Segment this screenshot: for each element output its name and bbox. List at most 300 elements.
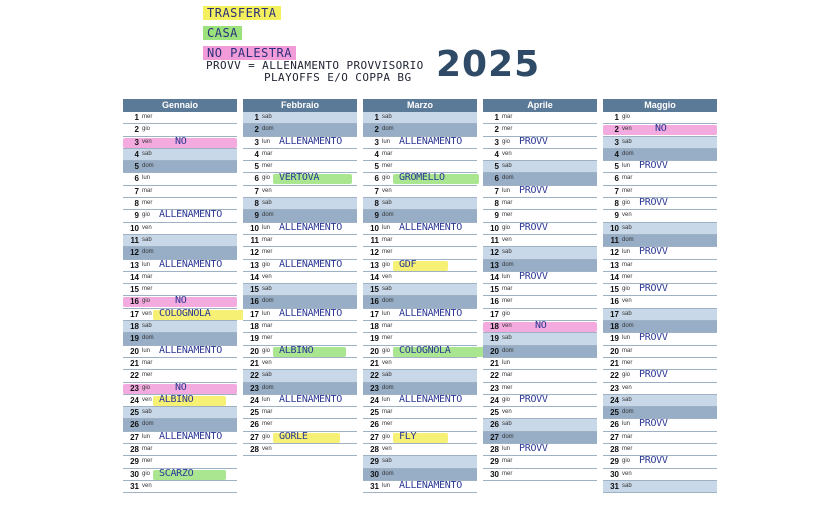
day-number: 5 bbox=[134, 162, 139, 172]
day-number: 11 bbox=[610, 235, 619, 245]
day-number: 17 bbox=[250, 309, 259, 319]
weekday-label: lun bbox=[142, 175, 151, 182]
day-row bbox=[243, 272, 357, 284]
weekday-label: gio bbox=[502, 396, 511, 403]
day-note: PROVV bbox=[519, 443, 548, 455]
day-note: PROVV bbox=[639, 197, 668, 209]
day-number: 6 bbox=[374, 174, 379, 184]
day-number: 18 bbox=[250, 322, 259, 332]
day-row bbox=[603, 481, 717, 493]
weekday-label: sab bbox=[622, 138, 632, 145]
weekday-label: mer bbox=[382, 249, 393, 256]
day-number: 14 bbox=[610, 272, 619, 282]
weekday-label: mar bbox=[262, 409, 273, 416]
day-number: 12 bbox=[130, 248, 139, 258]
day-note: ALLENAMENTO bbox=[159, 430, 222, 442]
day-number: 6 bbox=[134, 174, 139, 184]
day-number: 8 bbox=[614, 199, 619, 209]
day-number: 27 bbox=[490, 432, 499, 442]
weekday-label: lun bbox=[622, 335, 631, 342]
day-number: 21 bbox=[250, 358, 259, 368]
day-row bbox=[243, 137, 357, 149]
weekday-label: mer bbox=[502, 470, 513, 477]
weekday-label: mar bbox=[142, 446, 153, 453]
day-row bbox=[123, 223, 237, 235]
day-number: 21 bbox=[370, 358, 379, 368]
day-note: ALLENAMENTO bbox=[159, 209, 222, 221]
day-number: 29 bbox=[490, 457, 499, 467]
day-number: 26 bbox=[610, 420, 619, 430]
weekday-label: lun bbox=[382, 310, 391, 317]
weekday-label: lun bbox=[502, 446, 511, 453]
day-row bbox=[243, 173, 357, 185]
day-number: 18 bbox=[370, 322, 379, 332]
weekday-label: gio bbox=[382, 433, 391, 440]
weekday-label: dom bbox=[622, 150, 634, 157]
day-number: 12 bbox=[490, 248, 499, 258]
month-marzo bbox=[363, 99, 477, 493]
weekday-label: dom bbox=[502, 347, 514, 354]
day-number: 5 bbox=[494, 162, 499, 172]
day-number: 4 bbox=[254, 149, 259, 159]
day-note: COLOGNOLA bbox=[399, 344, 451, 356]
day-note: GDF bbox=[399, 258, 417, 270]
weekday-label: mer bbox=[142, 200, 153, 207]
day-number: 21 bbox=[490, 358, 499, 368]
month-maggio bbox=[603, 99, 717, 493]
day-note: ALLENAMENTO bbox=[159, 258, 222, 270]
day-number: 27 bbox=[250, 432, 259, 442]
day-number: 1 bbox=[494, 113, 499, 122]
day-number: 19 bbox=[370, 334, 379, 344]
weekday-label: lun bbox=[502, 187, 511, 194]
weekday-label: dom bbox=[142, 163, 154, 170]
day-row bbox=[483, 358, 597, 370]
day-row bbox=[123, 161, 237, 173]
day-row bbox=[243, 370, 357, 382]
weekday-label: ven bbox=[382, 359, 392, 366]
weekday-label: lun bbox=[262, 224, 271, 231]
day-note: ALLENAMENTO bbox=[399, 393, 462, 405]
day-row bbox=[603, 309, 717, 321]
month-header: Maggio bbox=[603, 99, 717, 112]
day-number: 22 bbox=[250, 371, 259, 381]
day-number: 14 bbox=[490, 272, 499, 282]
weekday-label: dom bbox=[262, 212, 274, 219]
day-row bbox=[123, 481, 237, 493]
day-number: 23 bbox=[130, 383, 139, 393]
day-number: 26 bbox=[490, 420, 499, 430]
day-note: PROVV bbox=[639, 160, 668, 172]
day-number: 7 bbox=[614, 186, 619, 196]
weekday-label: lun bbox=[382, 396, 391, 403]
day-row bbox=[483, 149, 597, 161]
day-row bbox=[603, 383, 717, 395]
weekday-label: gio bbox=[262, 433, 271, 440]
day-note: ALBINO bbox=[159, 393, 194, 405]
weekday-label: gio bbox=[622, 114, 631, 120]
weekday-label: sab bbox=[142, 150, 152, 157]
weekday-label: mer bbox=[262, 163, 273, 170]
day-note: NO bbox=[175, 135, 187, 147]
weekday-label: mar bbox=[622, 261, 633, 268]
legend-no-palestra: NO PALESTRA bbox=[203, 46, 296, 60]
day-number: 3 bbox=[254, 137, 259, 147]
weekday-label: dom bbox=[142, 421, 154, 428]
day-number: 16 bbox=[130, 297, 139, 307]
day-row bbox=[363, 112, 477, 124]
day-number: 6 bbox=[614, 174, 619, 184]
day-row bbox=[363, 173, 477, 185]
day-number: 6 bbox=[254, 174, 259, 184]
day-row bbox=[603, 419, 717, 431]
weekday-label: ven bbox=[382, 273, 392, 280]
weekday-label: mer bbox=[502, 298, 513, 305]
day-row bbox=[603, 346, 717, 358]
weekday-label: mer bbox=[142, 286, 153, 293]
day-row bbox=[603, 161, 717, 173]
day-row bbox=[483, 137, 597, 149]
weekday-label: mar bbox=[502, 200, 513, 207]
day-number: 22 bbox=[130, 371, 139, 381]
weekday-label: mar bbox=[142, 187, 153, 194]
day-number: 7 bbox=[374, 186, 379, 196]
day-number: 4 bbox=[494, 149, 499, 159]
weekday-label: sab bbox=[622, 482, 632, 489]
weekday-label: lun bbox=[142, 433, 151, 440]
day-number: 22 bbox=[370, 371, 379, 381]
note-line-2: PLAYOFFS E/O COPPA BG bbox=[264, 71, 412, 84]
weekday-label: sab bbox=[502, 335, 512, 342]
day-row bbox=[123, 186, 237, 198]
day-row bbox=[483, 407, 597, 419]
day-note: PROVV bbox=[639, 283, 668, 295]
day-row bbox=[363, 346, 477, 358]
day-row bbox=[603, 198, 717, 210]
day-note: ALLENAMENTO bbox=[279, 221, 342, 233]
weekday-label: mar bbox=[382, 150, 393, 157]
day-number: 29 bbox=[610, 457, 619, 467]
weekday-label: sab bbox=[382, 200, 392, 207]
day-row bbox=[483, 112, 597, 124]
day-note: ALLENAMENTO bbox=[159, 344, 222, 356]
day-number: 24 bbox=[250, 395, 259, 405]
day-number: 25 bbox=[370, 408, 379, 418]
day-number: 17 bbox=[610, 309, 619, 319]
day-number: 31 bbox=[610, 481, 619, 491]
weekday-label: sab bbox=[262, 200, 272, 207]
day-number: 17 bbox=[490, 309, 499, 319]
weekday-label: gio bbox=[382, 347, 391, 354]
day-row bbox=[363, 247, 477, 259]
day-number: 20 bbox=[250, 346, 259, 356]
legend-trasferta: TRASFERTA bbox=[203, 6, 281, 20]
weekday-label: mer bbox=[502, 212, 513, 219]
day-note: PROVV bbox=[639, 369, 668, 381]
day-number: 13 bbox=[250, 260, 259, 270]
weekday-label: dom bbox=[622, 236, 634, 243]
weekday-label: ven bbox=[622, 212, 632, 219]
day-number: 7 bbox=[134, 186, 139, 196]
day-number: 14 bbox=[130, 272, 139, 282]
day-number: 4 bbox=[614, 149, 619, 159]
day-number: 9 bbox=[614, 211, 619, 221]
day-row bbox=[243, 309, 357, 321]
day-row bbox=[123, 469, 237, 481]
weekday-label: sab bbox=[262, 372, 272, 379]
day-number: 28 bbox=[250, 445, 259, 455]
day-row bbox=[603, 260, 717, 272]
weekday-label: dom bbox=[502, 433, 514, 440]
day-note: ALLENAMENTO bbox=[399, 307, 462, 319]
weekday-label: mar bbox=[622, 433, 633, 440]
weekday-label: gio bbox=[142, 384, 151, 391]
day-number: 11 bbox=[250, 235, 259, 245]
day-number: 20 bbox=[130, 346, 139, 356]
day-number: 30 bbox=[370, 469, 379, 479]
weekday-label: lun bbox=[622, 421, 631, 428]
weekday-label: ven bbox=[502, 150, 512, 157]
day-number: 22 bbox=[490, 371, 499, 381]
weekday-label: sab bbox=[382, 114, 392, 120]
weekday-label: dom bbox=[262, 298, 274, 305]
day-row bbox=[123, 358, 237, 370]
day-number: 3 bbox=[134, 137, 139, 147]
day-number: 9 bbox=[374, 211, 379, 221]
day-number: 31 bbox=[370, 481, 379, 491]
day-number: 1 bbox=[134, 113, 139, 122]
weekday-label: lun bbox=[262, 396, 271, 403]
weekday-label: mar bbox=[142, 273, 153, 280]
day-number: 25 bbox=[610, 408, 619, 418]
weekday-label: sab bbox=[262, 114, 272, 120]
day-row bbox=[123, 444, 237, 456]
day-row bbox=[483, 272, 597, 284]
weekday-label: ven bbox=[622, 384, 632, 391]
day-row bbox=[363, 481, 477, 493]
day-row bbox=[363, 370, 477, 382]
weekday-label: ven bbox=[142, 224, 152, 231]
day-number: 24 bbox=[610, 395, 619, 405]
day-row bbox=[603, 395, 717, 407]
month-header: Gennaio bbox=[123, 99, 237, 112]
day-row bbox=[483, 186, 597, 198]
day-number: 26 bbox=[370, 420, 379, 430]
day-number: 21 bbox=[130, 358, 139, 368]
day-number: 20 bbox=[610, 346, 619, 356]
weekday-label: dom bbox=[382, 298, 394, 305]
day-note: ALLENAMENTO bbox=[399, 135, 462, 147]
day-number: 11 bbox=[490, 235, 499, 245]
day-number: 27 bbox=[370, 432, 379, 442]
day-row bbox=[243, 444, 357, 456]
weekday-label: dom bbox=[142, 335, 154, 342]
day-number: 22 bbox=[610, 371, 619, 381]
day-note: ALLENAMENTO bbox=[279, 135, 342, 147]
day-row bbox=[483, 444, 597, 456]
month-gennaio bbox=[123, 99, 237, 493]
day-row bbox=[603, 223, 717, 235]
day-number: 30 bbox=[130, 469, 139, 479]
day-note: ALBINO bbox=[279, 344, 314, 356]
day-number: 13 bbox=[370, 260, 379, 270]
day-note: ALLENAMENTO bbox=[279, 307, 342, 319]
weekday-label: ven bbox=[142, 396, 152, 403]
day-row bbox=[483, 235, 597, 247]
weekday-label: mer bbox=[382, 421, 393, 428]
day-note: PROVV bbox=[519, 184, 548, 196]
day-number: 1 bbox=[614, 113, 619, 122]
weekday-label: mar bbox=[622, 347, 633, 354]
weekday-label: gio bbox=[622, 372, 631, 379]
day-row bbox=[123, 149, 237, 161]
day-row bbox=[363, 407, 477, 419]
note-line-1: PROVV = ALLENAMENTO PROVVISORIO bbox=[206, 59, 424, 72]
day-row bbox=[603, 432, 717, 444]
weekday-label: gio bbox=[622, 458, 631, 465]
day-number: 8 bbox=[494, 199, 499, 209]
day-row bbox=[243, 284, 357, 296]
day-note: VERTOVA bbox=[279, 172, 320, 184]
day-row bbox=[243, 149, 357, 161]
day-row bbox=[243, 186, 357, 198]
day-number: 20 bbox=[370, 346, 379, 356]
day-number: 23 bbox=[490, 383, 499, 393]
day-row bbox=[363, 419, 477, 431]
day-row bbox=[123, 407, 237, 419]
day-row bbox=[363, 444, 477, 456]
day-number: 25 bbox=[490, 408, 499, 418]
day-row bbox=[483, 223, 597, 235]
weekday-label: sab bbox=[382, 458, 392, 465]
day-number: 18 bbox=[610, 322, 619, 332]
weekday-label: mer bbox=[622, 187, 633, 194]
weekday-label: gio bbox=[142, 126, 151, 133]
weekday-label: mar bbox=[502, 372, 513, 379]
day-number: 18 bbox=[130, 322, 139, 332]
month-febbraio bbox=[243, 99, 357, 456]
weekday-label: lun bbox=[622, 163, 631, 170]
day-note: ALLENAMENTO bbox=[399, 221, 462, 233]
weekday-label: gio bbox=[262, 261, 271, 268]
day-number: 11 bbox=[130, 235, 139, 245]
day-row bbox=[363, 186, 477, 198]
weekday-label: sab bbox=[622, 396, 632, 403]
day-row bbox=[483, 161, 597, 173]
day-number: 25 bbox=[130, 408, 139, 418]
weekday-label: gio bbox=[142, 470, 151, 477]
handwritten-note bbox=[206, 60, 424, 84]
weekday-label: mer bbox=[622, 446, 633, 453]
weekday-label: ven bbox=[142, 310, 152, 317]
day-number: 18 bbox=[490, 322, 499, 332]
month-header: Aprile bbox=[483, 99, 597, 112]
day-row bbox=[483, 469, 597, 481]
weekday-label: gio bbox=[502, 224, 511, 231]
day-note: NO bbox=[535, 320, 547, 332]
weekday-label: sab bbox=[142, 236, 152, 243]
weekday-label: ven bbox=[262, 446, 272, 453]
day-row bbox=[363, 235, 477, 247]
weekday-label: gio bbox=[262, 175, 271, 182]
day-note: GROMELLO bbox=[399, 172, 445, 184]
day-row bbox=[123, 210, 237, 222]
weekday-label: dom bbox=[502, 261, 514, 268]
weekday-label: mar bbox=[262, 150, 273, 157]
weekday-label: dom bbox=[262, 126, 274, 133]
weekday-label: mer bbox=[502, 384, 513, 391]
weekday-label: mer bbox=[142, 458, 153, 465]
day-row bbox=[123, 235, 237, 247]
day-number: 23 bbox=[370, 383, 379, 393]
weekday-label: mar bbox=[262, 236, 273, 243]
day-row bbox=[483, 395, 597, 407]
day-number: 28 bbox=[370, 445, 379, 455]
weekday-label: ven bbox=[502, 236, 512, 243]
weekday-label: dom bbox=[142, 249, 154, 256]
day-row bbox=[363, 260, 477, 272]
weekday-label: lun bbox=[142, 347, 151, 354]
day-row bbox=[123, 395, 237, 407]
day-row bbox=[483, 284, 597, 296]
day-number: 16 bbox=[490, 297, 499, 307]
day-number: 9 bbox=[134, 211, 139, 221]
day-number: 5 bbox=[374, 162, 379, 172]
month-header: Marzo bbox=[363, 99, 477, 112]
day-row bbox=[243, 407, 357, 419]
day-number: 24 bbox=[370, 395, 379, 405]
month-header: Febbraio bbox=[243, 99, 357, 112]
weekday-label: ven bbox=[622, 470, 632, 477]
day-note: ALLENAMENTO bbox=[279, 258, 342, 270]
day-number: 15 bbox=[250, 285, 259, 295]
weekday-label: ven bbox=[142, 138, 152, 145]
day-number: 7 bbox=[494, 186, 499, 196]
weekday-label: sab bbox=[502, 421, 512, 428]
day-number: 30 bbox=[490, 469, 499, 479]
day-row bbox=[603, 469, 717, 481]
day-number: 8 bbox=[254, 199, 259, 209]
day-number: 14 bbox=[250, 272, 259, 282]
day-number: 23 bbox=[250, 383, 259, 393]
day-row bbox=[363, 137, 477, 149]
weekday-label: lun bbox=[382, 482, 391, 489]
day-number: 17 bbox=[130, 309, 139, 319]
day-number: 19 bbox=[610, 334, 619, 344]
day-row bbox=[363, 149, 477, 161]
day-number: 5 bbox=[254, 162, 259, 172]
weekday-label: ven bbox=[622, 298, 632, 305]
day-number: 28 bbox=[490, 445, 499, 455]
day-note: PROVV bbox=[639, 455, 668, 467]
weekday-label: dom bbox=[382, 126, 394, 133]
weekday-label: gio bbox=[142, 298, 151, 305]
day-note: PROVV bbox=[639, 418, 668, 430]
day-number: 9 bbox=[254, 211, 259, 221]
day-row bbox=[483, 419, 597, 431]
day-number: 26 bbox=[250, 420, 259, 430]
day-row bbox=[363, 223, 477, 235]
weekday-label: gio bbox=[622, 200, 631, 207]
legend-casa: CASA bbox=[203, 26, 242, 40]
day-number: 27 bbox=[130, 432, 139, 442]
weekday-label: mar bbox=[142, 359, 153, 366]
day-row bbox=[483, 321, 597, 333]
weekday-label: lun bbox=[382, 138, 391, 145]
weekday-label: sab bbox=[382, 372, 392, 379]
day-number: 28 bbox=[610, 445, 619, 455]
day-row bbox=[123, 112, 237, 124]
